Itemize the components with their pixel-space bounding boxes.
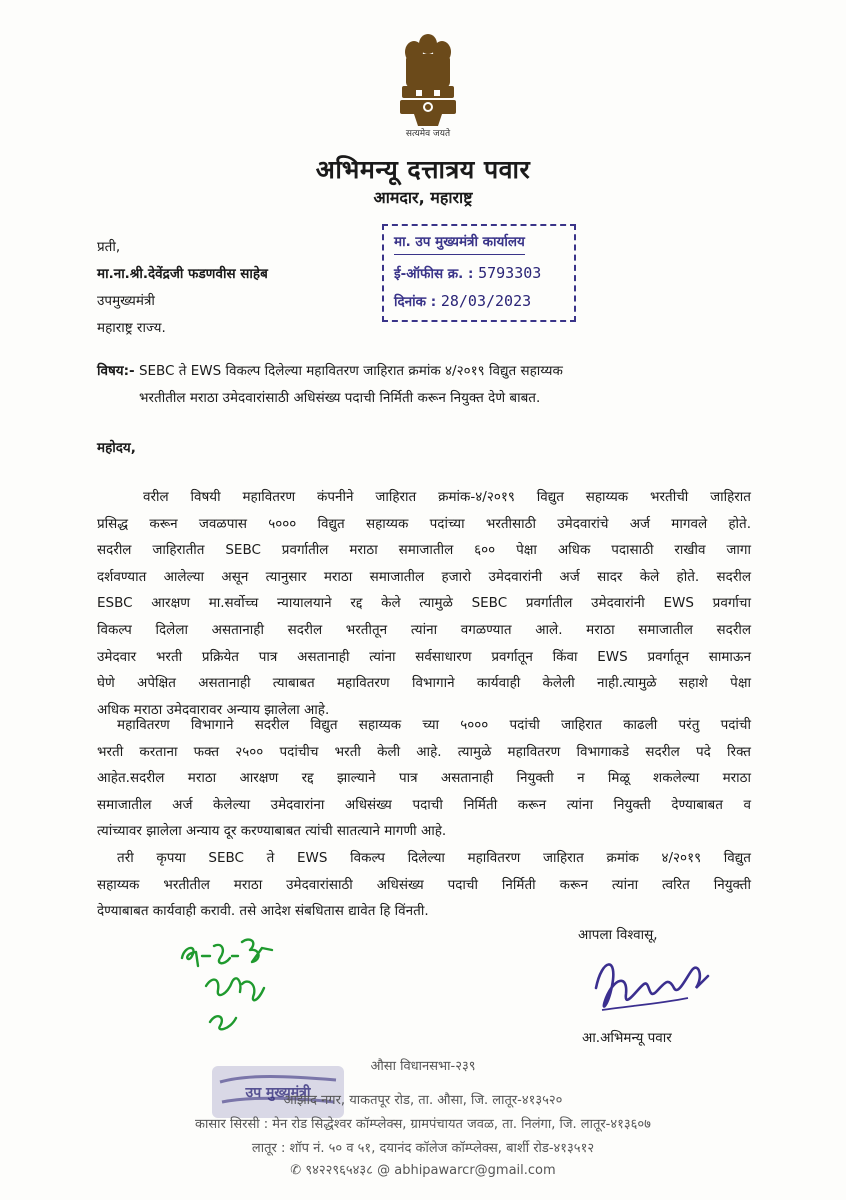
stamp-date-value: 28/03/2023 <box>440 292 532 310</box>
recipient-line: प्रती, <box>97 239 121 255</box>
inward-stamp <box>382 224 576 322</box>
sender-name: अभिमन्यू दत्तात्रय पवार <box>315 155 531 184</box>
body-line: त्यांच्यावर झालेला अन्याय दूर करण्याबाबत त्यांची सातत्याने मागणी आहे. <box>97 823 447 840</box>
phone-icon: ✆ <box>290 1163 302 1178</box>
svg-text:उप मुख्यमंत्री: उप मुख्यमंत्री <box>245 1085 311 1101</box>
body-line: दर्शवण्यात आलेल्या असून त्यानुसार मराठा समाजातील हजारो उमेदवारांनी अर्ज सादर केले होते. सदरील <box>97 568 751 585</box>
body-line: तरी कृपया SEBC ते EWS विकल्प दिलेल्या महावितरण जाहिरात क्रमांक ४/२०१९ विद्युत <box>117 850 751 866</box>
body-line: उमेदवार भरती प्रक्रियेत पात्र असतानाही त्यांना सर्वसाधारण प्रवर्गातून किंवा EWS प्रवर्गातून सामाऊन <box>97 648 751 665</box>
body-paragraph-3 <box>97 845 751 925</box>
stamp-date-label: दिनांक : <box>394 294 437 310</box>
footer-address-3: लातूर : शॉप नं. ५० व ५१, दयानंद कॉलेज कॉम्प्लेक्स, बार्शी रोड-४१३५१२ <box>251 1141 595 1156</box>
stamp-date-row <box>394 292 531 310</box>
closing-phrase: आपला विश्वासू, <box>578 927 658 943</box>
body-line: आहेत.सदरील मराठा आरक्षण रद्द झाल्याने पात्र असतानाही नियुक्ती न मिळू शकलेल्या मराठा <box>97 770 751 787</box>
body-paragraph-1 <box>97 484 751 723</box>
sender-designation: आमदार, महाराष्ट्र <box>373 188 473 207</box>
recipient-block <box>97 234 268 342</box>
salutation: महोदय, <box>97 440 136 456</box>
body-line: देण्याबाबत कार्यवाही करावी. तसे आदेश संबधितास द्यावेत हि विंनती. <box>97 903 429 920</box>
body-line: भरती करताना फक्त २५०० पदांचीच भरती केली आहे. त्यामुळे महावितरण विभागाकडे सदरील पदे रिक्त <box>97 743 751 760</box>
body-line: ESBC आरक्षण मा.सर्वोच्च न्यायालयाने रद्द केले त्यामुळे SEBC प्रवर्गातील उमेदवारांनी EWS प्रवर्गाचा <box>97 595 751 612</box>
email-icon: @ <box>377 1163 391 1178</box>
emblem-motto: सत्यमेव जयते <box>405 129 451 139</box>
body-line: सहाय्यक भरतीतील मराठा उमेदवारांसाठी अधिसंख्य पदाची निर्मिती करून त्यांना त्वरित नियुक्ती <box>97 876 751 893</box>
footer-address-2: कासार सिरसी : मेन रोड सिद्धेश्वर कॉम्प्लेक्स, ग्रामपंचायत जवळ, ता. निलंगा, जि. लातूर-४१३६०७ <box>195 1117 651 1132</box>
subject-block <box>97 358 747 412</box>
recipient-state: महाराष्ट्र राज्य. <box>97 320 166 336</box>
body-line: विकल्प दिलेला असतानाही सदरील भरतीतून त्यांना वगळण्यात आले. मराठा समाजातील सदरील <box>97 621 751 638</box>
signer-name: आ.अभिमन्यू पवार <box>582 1030 672 1046</box>
footer-address-1: आझाद नगर, याकतपूर रोड, ता. औसा, जि. लातूर-४१३५२० <box>283 1093 563 1108</box>
signature-image <box>588 948 718 1028</box>
body-line: सदरील जाहिरातीत SEBC प्रवर्गातील मराठा समाजातील ६०० पेक्षा अधिक पदासाठी राखीव जागा <box>97 542 751 559</box>
recipient-title: उपमुख्यमंत्री <box>97 293 155 309</box>
recipient-name: मा.ना.श्री.देवेंद्रजी फडणवीस साहेब <box>97 266 268 282</box>
body-line: घेणे अपेक्षित असतानाही त्याबाबत महावितरण विभागाने कार्यवाही केलेली नाही.त्यामुळे सहाशे पेक्षा <box>97 675 751 692</box>
body-line: समाजातील अर्ज केलेल्या उमेदवारांना अधिसंख्य पदाची निर्मिती करून त्यांना नियुक्ती देण्याबाबत व <box>97 796 751 813</box>
body-line: महावितरण विभागाने सदरील विद्युत सहाय्यक च्या ५००० पदांची जाहिरात काढली परंतु पदांची <box>117 717 751 733</box>
body-line: प्रसिद्ध करून जवळपास ५००० विद्युत सहाय्यक पदांच्या भरतीसाठी उमेदवारांचे अर्ज मागवले होते. <box>97 515 751 532</box>
stamp-eoffice-label: ई-ऑफीस क्र. : <box>394 266 474 282</box>
body-line: वरील विषयी महावितरण कंपनीने जाहिरात क्रमांक-४/२०१९ विद्युत सहाय्यक भरतीची जाहिरात <box>143 489 751 505</box>
subject-line-2: भरतीतील मराठा उमेदवारांसाठी अधिसंख्य पदाची निर्मिती करून नियुक्त देणे बाबत. <box>139 390 541 406</box>
handwritten-note-image <box>176 928 286 1038</box>
body-paragraph-2 <box>97 712 751 845</box>
stamp-office: मा. उप मुख्यमंत्री कार्यालय <box>394 232 525 255</box>
national-emblem-icon <box>392 30 464 138</box>
footer-phone: ९४२२९६५४३८ <box>305 1163 373 1178</box>
subject-label: विषय:- <box>97 363 135 379</box>
footer-constituency: औसा विधानसभा-२३९ <box>370 1059 476 1074</box>
body-line: अधिक मराठा उमेदवारावर अन्याय झालेला आहे. <box>97 701 330 718</box>
stamp-eoffice-number: 5793303 <box>478 264 542 282</box>
footer-email[interactable]: abhipawarcr@gmail.com <box>394 1163 556 1178</box>
subject-line-1: SEBC ते EWS विकल्प दिलेल्या महावितरण जाहिरात क्रमांक ४/२०१९ विद्युत सहाय्यक <box>138 363 563 379</box>
stamp-eoffice-row <box>394 264 541 282</box>
footer-contact <box>0 1160 846 1178</box>
